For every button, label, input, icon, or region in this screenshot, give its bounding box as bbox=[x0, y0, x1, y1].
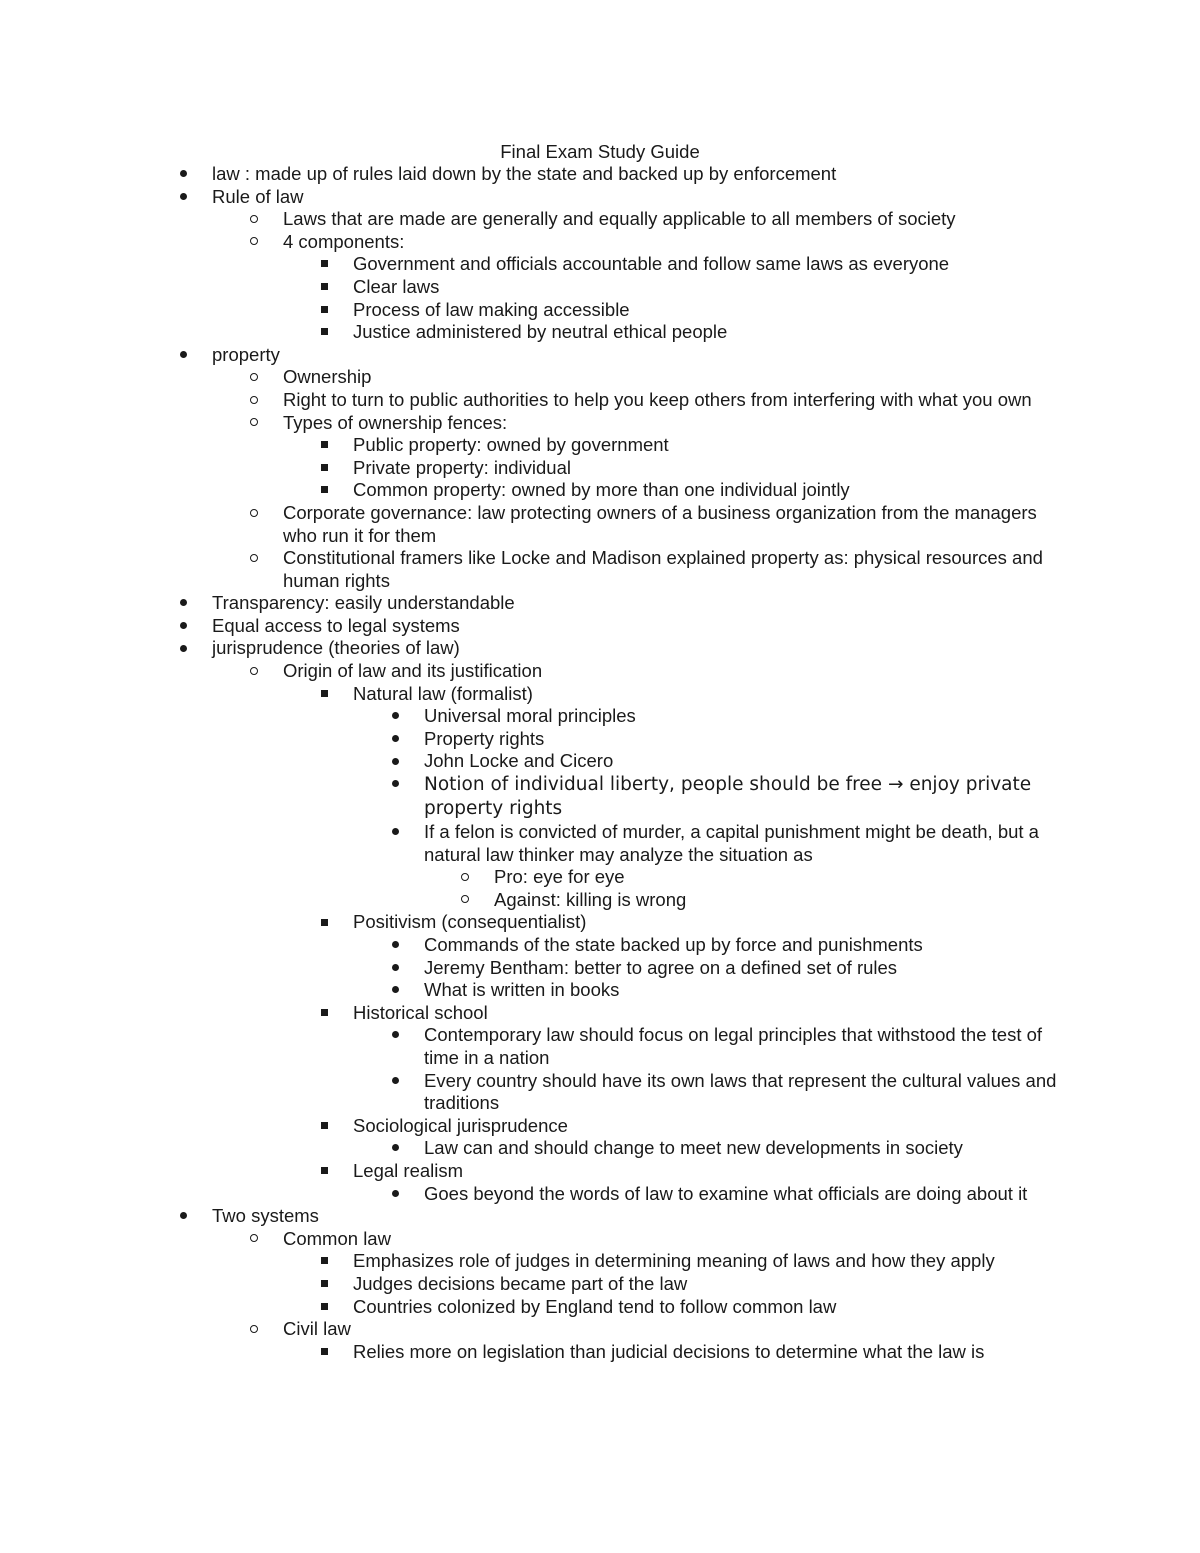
filled-bullet-icon bbox=[388, 728, 402, 751]
outline-item bbox=[0, 1070, 1200, 1115]
outline-item bbox=[0, 889, 1200, 912]
outline-item-text: Positivism (consequentialist) bbox=[353, 911, 587, 933]
hollow-bullet-icon bbox=[247, 389, 261, 412]
outline-item bbox=[0, 1318, 1200, 1341]
outline-item-text: property bbox=[212, 343, 280, 365]
outline-item bbox=[0, 299, 1200, 322]
outline-item bbox=[0, 1273, 1200, 1296]
outline-item bbox=[0, 592, 1200, 615]
square-bullet-icon bbox=[317, 1115, 331, 1138]
outline-item-text: Judges decisions became part of the law bbox=[353, 1272, 688, 1294]
outline-item bbox=[0, 186, 1200, 209]
outline-list bbox=[0, 163, 1200, 1363]
outline-item-text: law : made up of rules laid down by the state and backed up by enforcement bbox=[212, 163, 837, 184]
outline-item-text: Common property: owned by more than one individual jointly bbox=[353, 479, 850, 501]
outline-item-text: Process of law making accessible bbox=[353, 298, 630, 320]
filled-bullet-icon bbox=[388, 1137, 402, 1160]
outline-item-text: Justice administered by neutral ethical people bbox=[353, 321, 728, 343]
hollow-bullet-icon bbox=[247, 547, 261, 570]
outline-item-text: Jeremy Bentham: better to agree on a defined set of rules bbox=[424, 956, 898, 978]
square-bullet-icon bbox=[317, 299, 331, 322]
outline-item bbox=[0, 615, 1200, 638]
outline-item-text: Right to turn to public authorities to help you keep others from interfering with what you own bbox=[283, 388, 1032, 410]
filled-bullet-icon bbox=[388, 934, 402, 957]
outline-item-text: Corporate governance: law protecting owners of a business organization from the managers who run it for them bbox=[283, 501, 1037, 546]
outline-item-text: If a felon is convicted of murder, a capital punishment might be death, but a natural law thinker may analyze the situation as bbox=[424, 821, 1039, 865]
outline-item bbox=[0, 321, 1200, 344]
square-bullet-icon bbox=[317, 321, 331, 344]
outline-item bbox=[0, 683, 1200, 706]
outline-item-text: Contemporary law should focus on legal principles that withstood the test of time in a nation bbox=[424, 1024, 1043, 1068]
outline-item-text: Historical school bbox=[353, 1001, 488, 1023]
outline-item bbox=[0, 253, 1200, 276]
outline-item-text: Ownership bbox=[283, 366, 372, 388]
outline-item bbox=[0, 750, 1200, 773]
square-bullet-icon bbox=[317, 911, 331, 934]
filled-bullet-icon bbox=[176, 163, 190, 186]
outline-item bbox=[0, 1205, 1200, 1228]
hollow-bullet-icon bbox=[247, 231, 261, 254]
outline-item-text: Common law bbox=[283, 1227, 391, 1249]
hollow-bullet-icon bbox=[247, 412, 261, 435]
outline-item-text: Sociological jurisprudence bbox=[353, 1114, 568, 1136]
outline-item bbox=[0, 637, 1200, 660]
outline-item bbox=[0, 231, 1200, 254]
filled-bullet-icon bbox=[388, 957, 402, 980]
outline-item bbox=[0, 1341, 1200, 1364]
filled-bullet-icon bbox=[176, 186, 190, 209]
outline-item bbox=[0, 163, 1200, 186]
outline-item bbox=[0, 1160, 1200, 1183]
filled-bullet-icon bbox=[176, 1205, 190, 1228]
outline-item-text: jurisprudence (theories of law) bbox=[212, 637, 460, 659]
filled-bullet-icon bbox=[176, 615, 190, 638]
document-title: Final Exam Study Guide bbox=[500, 141, 700, 162]
filled-bullet-icon bbox=[388, 821, 402, 844]
outline-item bbox=[0, 1024, 1200, 1069]
outline-item-text: Against: killing is wrong bbox=[494, 888, 687, 910]
outline-item bbox=[0, 1183, 1200, 1206]
outline-item bbox=[0, 547, 1200, 592]
outline-item bbox=[0, 773, 1200, 821]
square-bullet-icon bbox=[317, 1273, 331, 1296]
outline-item-text: Clear laws bbox=[353, 275, 440, 297]
outline-item bbox=[0, 276, 1200, 299]
square-bullet-icon bbox=[317, 479, 331, 502]
outline-item-text: Civil law bbox=[283, 1318, 351, 1340]
outline-item-text: Legal realism bbox=[353, 1159, 464, 1181]
outline-item bbox=[0, 502, 1200, 547]
outline-item bbox=[0, 911, 1200, 934]
hollow-bullet-icon bbox=[458, 889, 472, 912]
outline-item-text: Two systems bbox=[212, 1205, 319, 1227]
outline-item-text: Countries colonized by England tend to follow common law bbox=[353, 1295, 837, 1317]
outline-item-text: Relies more on legislation than judicial decisions to determine what the law is bbox=[353, 1340, 985, 1362]
filled-bullet-icon bbox=[388, 979, 402, 1002]
outline-item-text: Pro: eye for eye bbox=[494, 866, 625, 888]
outline-item-text: John Locke and Cicero bbox=[424, 750, 614, 772]
outline-item-text: Property rights bbox=[424, 727, 545, 749]
filled-bullet-icon bbox=[176, 637, 190, 660]
outline-item-text: Notion of individual liberty, people should be free → enjoy private property rights bbox=[424, 774, 1032, 820]
outline-item bbox=[0, 412, 1200, 435]
square-bullet-icon bbox=[317, 253, 331, 276]
outline-item bbox=[0, 208, 1200, 231]
outline-item bbox=[0, 866, 1200, 889]
square-bullet-icon bbox=[317, 1250, 331, 1273]
outline-item-text: Universal moral principles bbox=[424, 705, 636, 727]
outline-item-text: Origin of law and its justification bbox=[283, 660, 543, 682]
outline-item-text: Emphasizes role of judges in determining meaning of laws and how they apply bbox=[353, 1250, 995, 1272]
outline-item-text: Law can and should change to meet new developments in society bbox=[424, 1137, 963, 1159]
outline-item bbox=[0, 457, 1200, 480]
square-bullet-icon bbox=[317, 1296, 331, 1319]
outline-item bbox=[0, 1115, 1200, 1138]
square-bullet-icon bbox=[317, 1341, 331, 1364]
outline-item bbox=[0, 1228, 1200, 1251]
square-bullet-icon bbox=[317, 457, 331, 480]
outline-item bbox=[0, 1002, 1200, 1025]
filled-bullet-icon bbox=[388, 773, 402, 796]
square-bullet-icon bbox=[317, 1160, 331, 1183]
outline-item bbox=[0, 934, 1200, 957]
hollow-bullet-icon bbox=[247, 660, 261, 683]
outline-item bbox=[0, 728, 1200, 751]
outline-item-text: Equal access to legal systems bbox=[212, 614, 460, 636]
outline-item bbox=[0, 434, 1200, 457]
outline-item-text: Government and officials accountable and follow same laws as everyone bbox=[353, 253, 950, 275]
outline-item bbox=[0, 479, 1200, 502]
outline-item bbox=[0, 705, 1200, 728]
outline-item-text: Every country should have its own laws that represent the cultural values and traditions bbox=[424, 1069, 1057, 1114]
outline-item bbox=[0, 660, 1200, 683]
outline-item bbox=[0, 1250, 1200, 1273]
outline-item-text: Rule of law bbox=[212, 185, 304, 207]
outline-item-text: Constitutional framers like Locke and Madison explained property as: physical resources and human rights bbox=[283, 547, 1043, 591]
outline-item bbox=[0, 344, 1200, 367]
hollow-bullet-icon bbox=[247, 366, 261, 389]
outline-item-text: What is written in books bbox=[424, 979, 620, 1001]
outline-item-text: Laws that are made are generally and equally applicable to all members of society bbox=[283, 208, 956, 230]
hollow-bullet-icon bbox=[247, 502, 261, 525]
square-bullet-icon bbox=[317, 1002, 331, 1025]
outline-item bbox=[0, 1137, 1200, 1160]
filled-bullet-icon bbox=[388, 705, 402, 728]
outline-item-text: Natural law (formalist) bbox=[353, 682, 533, 704]
filled-bullet-icon bbox=[176, 592, 190, 615]
outline-item-text: Public property: owned by government bbox=[353, 434, 669, 456]
hollow-bullet-icon bbox=[247, 1228, 261, 1251]
outline-item-text: Private property: individual bbox=[353, 456, 571, 478]
outline-item bbox=[0, 389, 1200, 412]
square-bullet-icon bbox=[317, 276, 331, 299]
filled-bullet-icon bbox=[388, 750, 402, 773]
hollow-bullet-icon bbox=[247, 208, 261, 231]
square-bullet-icon bbox=[317, 434, 331, 457]
outline-item-text: Types of ownership fences: bbox=[283, 411, 508, 433]
outline-item bbox=[0, 821, 1200, 866]
outline-item-text: 4 components: bbox=[283, 230, 405, 252]
square-bullet-icon bbox=[317, 683, 331, 706]
hollow-bullet-icon bbox=[247, 1318, 261, 1341]
filled-bullet-icon bbox=[388, 1024, 402, 1047]
filled-bullet-icon bbox=[176, 344, 190, 367]
outline-item bbox=[0, 366, 1200, 389]
outline-item bbox=[0, 1296, 1200, 1319]
outline-item bbox=[0, 979, 1200, 1002]
outline-item bbox=[0, 957, 1200, 980]
filled-bullet-icon bbox=[388, 1183, 402, 1206]
outline-item-text: Goes beyond the words of law to examine what officials are doing about it bbox=[424, 1182, 1028, 1204]
outline-item-text: Transparency: easily understandable bbox=[212, 592, 515, 614]
filled-bullet-icon bbox=[388, 1070, 402, 1093]
outline-item-text: Commands of the state backed up by force and punishments bbox=[424, 934, 923, 955]
hollow-bullet-icon bbox=[458, 866, 472, 889]
